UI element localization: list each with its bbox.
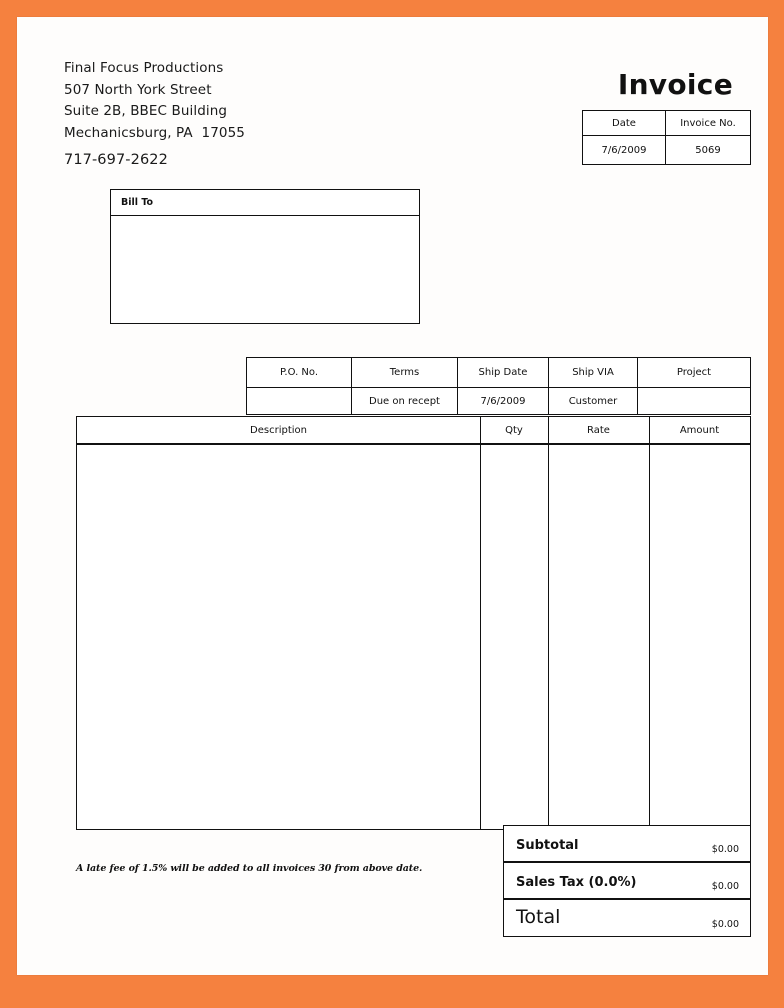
- late-fee-note: A late fee of 1.5% will be added to all invoices 30 from above date.: [76, 863, 423, 874]
- items-col-divider-qty: [480, 417, 481, 829]
- sales-tax-value: $0.00: [711, 881, 739, 892]
- total-label: Total: [516, 906, 561, 928]
- total-row: [503, 899, 751, 937]
- line-items-table[interactable]: [76, 416, 751, 830]
- page-title: Invoice: [617, 68, 733, 101]
- items-header-amount: Amount: [679, 424, 720, 436]
- sender-city-state-zip: Mechanicsburg, PA 17055: [64, 124, 245, 141]
- items-col-divider-amount: [649, 417, 650, 829]
- terms-header-ship-via: Ship VIA: [548, 357, 638, 388]
- sales-tax-label: Sales Tax (0.0%): [516, 875, 637, 890]
- terms-header-terms: Terms: [351, 357, 458, 388]
- terms-header-project: Project: [637, 357, 751, 388]
- terms-value-terms[interactable]: Due on recept: [351, 387, 458, 415]
- items-col-divider-rate: [548, 417, 549, 829]
- subtotal-label: Subtotal: [516, 838, 579, 853]
- total-value: $0.00: [711, 919, 739, 930]
- sender-suite: Suite 2B, BBEC Building: [64, 103, 228, 119]
- sender-phone: 717-697-2622: [64, 152, 168, 168]
- items-header-qty: Qty: [505, 424, 523, 436]
- bill-to-field[interactable]: [111, 216, 419, 323]
- items-header-description: Description: [250, 424, 307, 436]
- invoice-page: [17, 17, 768, 975]
- meta-header-invoice-no: Invoice No.: [665, 110, 751, 136]
- terms-value-po-no[interactable]: [246, 387, 352, 415]
- meta-value-date[interactable]: 7/6/2009: [582, 135, 666, 165]
- sales-tax-row: [503, 862, 751, 899]
- sender-street: 507 North York Street: [64, 81, 212, 98]
- items-header-rate: Rate: [587, 424, 610, 436]
- terms-header-ship-date: Ship Date: [457, 357, 549, 388]
- subtotal-value: $0.00: [711, 844, 739, 855]
- sender-address-block: [64, 58, 245, 172]
- terms-value-ship-date[interactable]: 7/6/2009: [457, 387, 549, 415]
- meta-header-date: Date: [582, 110, 666, 136]
- terms-header-po-no: P.O. No.: [246, 357, 352, 388]
- subtotal-row: [503, 825, 751, 862]
- sender-company: Final Focus Productions: [64, 60, 224, 76]
- bill-to-box: [110, 189, 420, 324]
- terms-value-project[interactable]: [637, 387, 751, 415]
- meta-value-invoice-no[interactable]: 5069: [665, 135, 751, 165]
- terms-value-ship-via[interactable]: Customer: [548, 387, 638, 415]
- bill-to-label: Bill To: [111, 190, 419, 216]
